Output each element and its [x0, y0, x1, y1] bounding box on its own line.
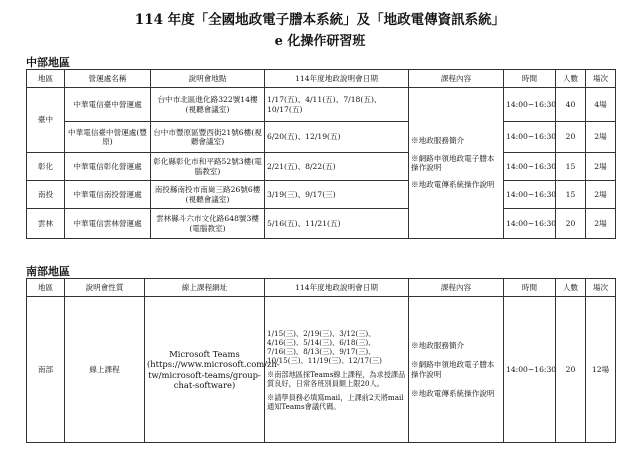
header-area: 地區 — [27, 279, 65, 297]
course-cell — [409, 297, 504, 443]
header-dates: 114年度地政說明會日期 — [265, 279, 409, 297]
area-cell: 臺中 — [27, 88, 65, 153]
table-header-row — [27, 70, 616, 88]
header-venue: 說明會地點 — [151, 70, 265, 88]
nature-cell: 線上課程 — [65, 297, 145, 443]
time-cell: 14:00~16:30 — [504, 297, 556, 443]
dates-cell: 2/21(五)、8/22(五) — [265, 153, 409, 181]
course-item: ※地政服務簡介 — [411, 340, 465, 350]
course-item: ※網路申領地政電子謄本操作說明 — [411, 360, 495, 379]
area-cell: 雲林 — [27, 209, 65, 239]
table-header-row — [27, 279, 616, 297]
people-cell: 20 — [556, 122, 586, 153]
note-capacity: ※南部地區採Teams線上課程，為求授課品質良好，日常各班別員額上限20人。 — [267, 369, 406, 388]
office-cell: 中華電信彰化營運處 — [65, 153, 151, 181]
area-cell: 南部 — [27, 297, 65, 443]
dates-cell: 3/19(三)、9/17(三) — [265, 181, 409, 209]
time-cell: 14:00~16:30 — [504, 122, 556, 153]
venue-cell: 南投縣南投市南崗三路26號6樓(視聽會議室) — [151, 181, 265, 209]
area-cell: 南投 — [27, 181, 65, 209]
central-region-title: 中部地區 — [26, 56, 70, 69]
header-course: 課程內容 — [409, 279, 504, 297]
table-row — [27, 181, 616, 209]
time-cell: 14:00~16:30 — [504, 181, 556, 209]
url-cell: Microsoft Teams (https://www.microsoft.com/zh-tw/microsoft-teams/group-chat-software) — [145, 297, 265, 443]
course-item: ※地政服務簡介 — [411, 136, 465, 146]
sessions-cell: 2場 — [586, 209, 616, 239]
header-area: 地區 — [27, 70, 65, 88]
dates-cell: 5/16(五)、11/21(五) — [265, 209, 409, 239]
note-email: ※請學員務必填寫mail，上課前2天將mail通知Teams會議代碼。 — [267, 392, 404, 411]
course-cell — [409, 88, 504, 239]
people-cell: 15 — [556, 153, 586, 181]
header-url: 線上課程網址 — [145, 279, 265, 297]
dates-cell — [265, 297, 409, 443]
people-cell: 40 — [556, 88, 586, 122]
table-row — [27, 209, 616, 239]
table-row — [27, 88, 616, 122]
area-cell: 彰化 — [27, 153, 65, 181]
dates-cell: 6/20(五)、12/19(五) — [265, 122, 409, 153]
course-item: ※網路申領地政電子謄本操作說明 — [411, 153, 495, 172]
time-cell: 14:00~16:30 — [504, 153, 556, 181]
sessions-cell: 2場 — [586, 122, 616, 153]
time-cell: 14:00~16:30 — [504, 209, 556, 239]
venue-cell: 台中市北區進化路322號14樓(視聽會議室) — [151, 88, 265, 122]
table-row — [27, 297, 616, 443]
office-cell: 中華電信臺中營運處 — [65, 88, 151, 122]
header-time: 時間 — [504, 70, 556, 88]
south-schedule-table — [26, 278, 616, 443]
time-cell: 14:00~16:30 — [504, 88, 556, 122]
sessions-cell: 4場 — [586, 88, 616, 122]
venue-cell: 雲林縣斗六市文化路648號3樓(電腦教室) — [151, 209, 265, 239]
table-row — [27, 153, 616, 181]
header-nature: 說明會性質 — [65, 279, 145, 297]
dates-cell: 1/17(五)、4/11(五)、7/18(五)、10/17(五) — [265, 88, 409, 122]
people-cell: 15 — [556, 181, 586, 209]
header-sessions: 場次 — [586, 279, 616, 297]
header-course: 課程內容 — [409, 70, 504, 88]
office-cell: 中華電信南投營運處 — [65, 181, 151, 209]
central-schedule-table — [26, 69, 616, 239]
south-region-title: 南部地區 — [26, 265, 70, 278]
header-sessions: 場次 — [586, 70, 616, 88]
office-cell: 中華電信雲林營運處 — [65, 209, 151, 239]
sessions-cell: 12場 — [586, 297, 616, 443]
header-time: 時間 — [504, 279, 556, 297]
people-cell: 20 — [556, 209, 586, 239]
course-item: ※地政電傳系統操作說明 — [411, 180, 495, 190]
table-row — [27, 122, 616, 153]
people-cell: 20 — [556, 297, 586, 443]
document-subtitle: e 化操作研習班 — [274, 34, 366, 49]
document-title: 114 年度「全國地政電子謄本系統」及「地政電傳資訊系統」 — [134, 12, 506, 28]
header-dates: 114年度地政說明會日期 — [265, 70, 409, 88]
venue-cell: 台中市豐原區豐西街21號6樓(視聽會議室) — [151, 122, 265, 153]
header-people: 人數 — [556, 70, 586, 88]
header-people: 人數 — [556, 279, 586, 297]
office-cell: 中華電信臺中營運處(豐原) — [65, 122, 151, 153]
header-office: 營運處名稱 — [65, 70, 151, 88]
dates-text: 1/15(三)、2/19(三)、3/12(三)、4/16(三)、5/14(三)、6/18(三)、7/16(三)、8/13(三)、9/17(三)、10/15(三)、11/19(三)、12/17(三) — [267, 328, 382, 365]
sessions-cell: 2場 — [586, 181, 616, 209]
sessions-cell: 2場 — [586, 153, 616, 181]
course-item: ※地政電傳系統操作說明 — [411, 388, 495, 398]
venue-cell: 彰化縣彰化市和平路52號3樓(電腦教室) — [151, 153, 265, 181]
